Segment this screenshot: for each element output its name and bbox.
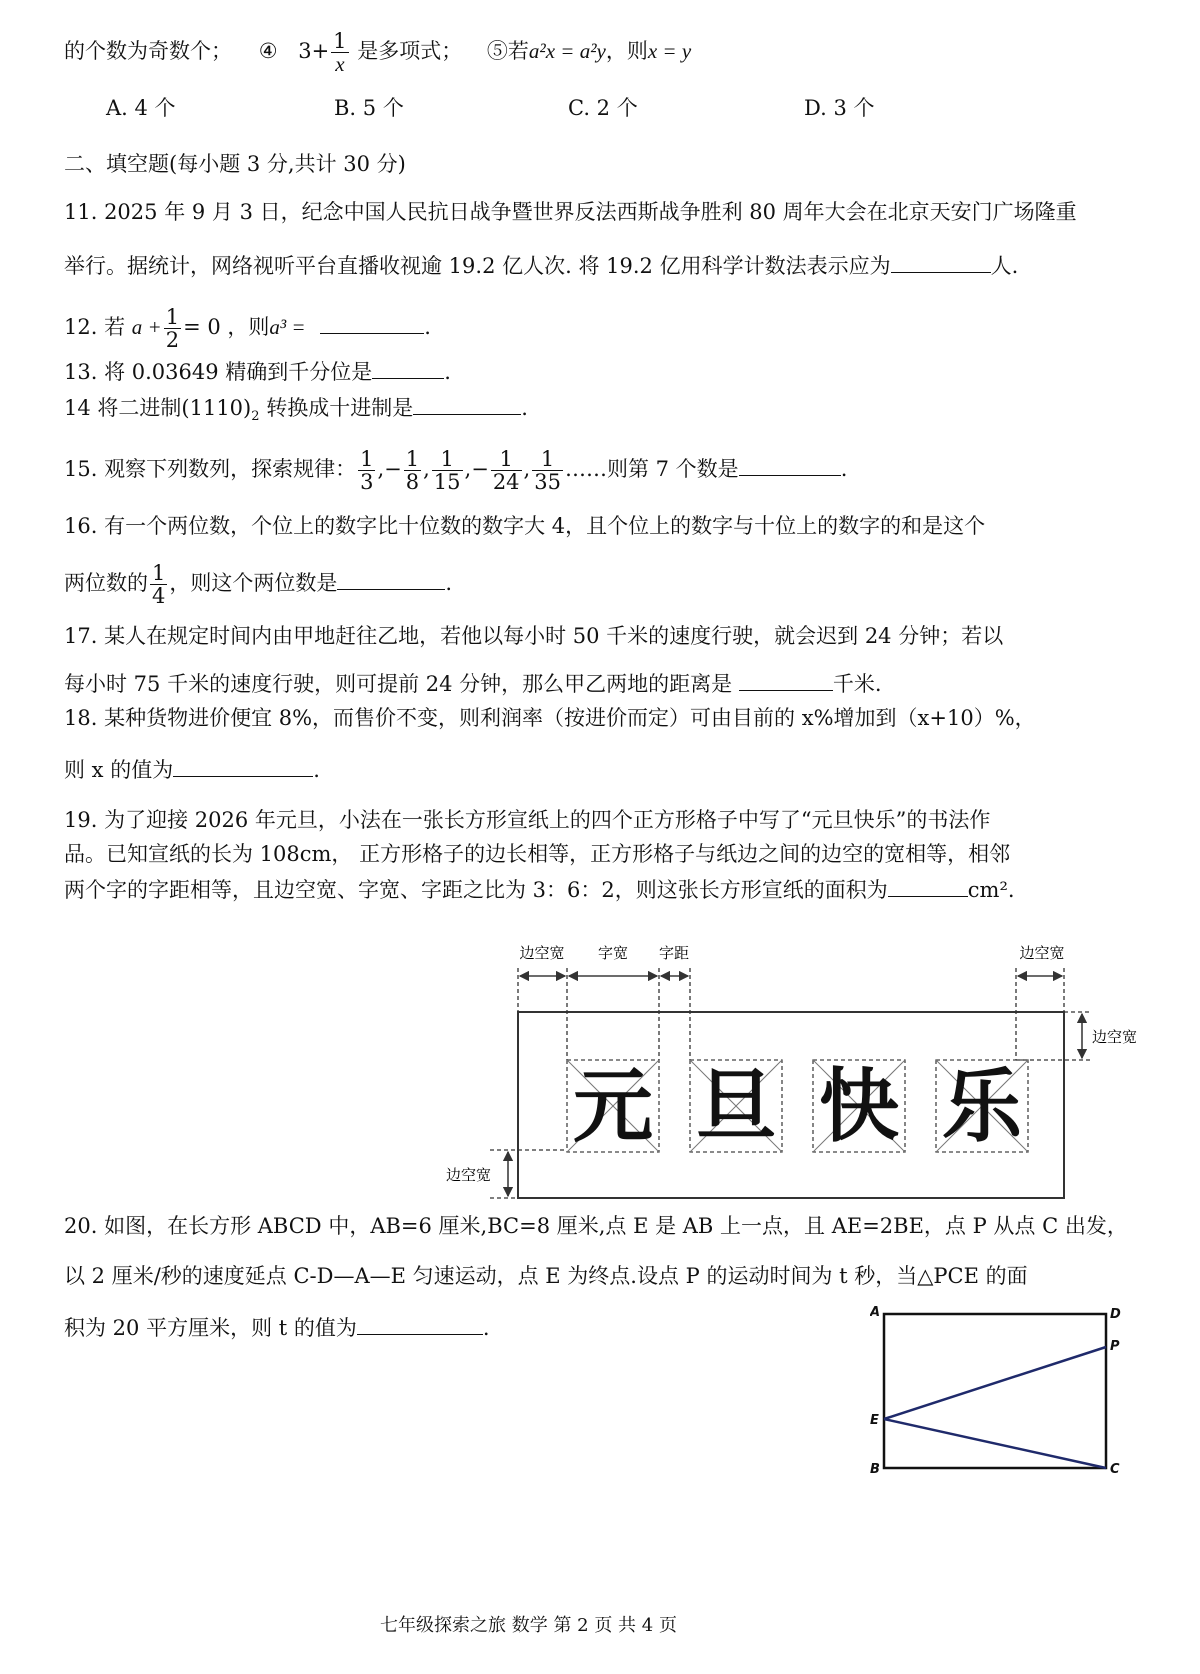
q12-fraction: $\frac{1}{2}$ [165, 305, 180, 352]
q10-item5-mid: ，则 [605, 39, 648, 63]
rectangle-abcd [884, 1314, 1106, 1468]
q10-option-d: D. 3 个 [804, 96, 875, 120]
q19-line1: 19. 为了迎接 2026 年元旦，小法在一张长方形宣纸上的四个正方形格子中写了“元旦快乐”的书法作 [64, 808, 991, 832]
calligraphy-char: 快 [819, 1060, 899, 1153]
point-b-label: B [870, 1462, 880, 1477]
q15-term-fraction: $\frac{1}{3}$ [360, 447, 374, 494]
q10-option-a: A. 4 个 [106, 96, 176, 120]
figure-20 [870, 1300, 1130, 1500]
q10-option-c: C. 2 个 [568, 96, 638, 120]
q10-item4-text: 是多项式； [357, 39, 463, 63]
q15-term-sign: , [523, 457, 531, 481]
q10-item5-expr: a²x = a²y [528, 39, 606, 63]
q11-line2: 举行。据统计，网络视听平台直播收视逾 19.2 亿人次. 将 19.2 亿用科学计数法表示应为 人. [64, 250, 1018, 280]
q10-item4-expr: 3+ [298, 39, 330, 63]
q20-line2: 以 2 厘米/秒的速度延点 C-D—A—E 匀速运动，点 E 为终点.设点 P 的运动时间为 t 秒，当△PCE 的面 [64, 1264, 1028, 1288]
q14-line: 14 将二进制$(1110)_2$ 转换成十进制是 . [64, 392, 528, 431]
label-margin-right: 边空宽 [1019, 944, 1065, 962]
q19-line2: 品。已知宣纸的长为 108cm， 正方形格子的边长相等，正方形格子与纸边之间的边空的宽相等，相邻 [64, 842, 1011, 866]
label-char-width: 字宽 [597, 944, 629, 962]
label-margin-bottom: 边空宽 [446, 1166, 492, 1184]
q18-line1: 18. 某种货物进价便宜 8%，而售价不变，则利润率（按进价而定）可由目前的 x%增加到（x+10）%， [64, 706, 1036, 730]
q15-term-fraction: $\frac{1}{35}$ [534, 447, 561, 494]
point-e-label: E [870, 1413, 879, 1428]
label-margin-top: 边空宽 [1092, 1028, 1138, 1046]
q20-line1: 20. 如图，在长方形 ABCD 中，AB=6 厘米,BC=8 厘米,点 E 是 AB 上一点，且 AE=2BE，点 P 从点 C 出发， [64, 1214, 1128, 1238]
q20-line3: 积为 20 平方厘米，则 t 的值为 . [64, 1312, 490, 1342]
char-box [690, 1060, 782, 1153]
section-title: 二、填空题(每小题 3 分,共计 30 分) [64, 152, 406, 176]
q15-term-sign: ,− [377, 457, 402, 481]
segment-ep [884, 1347, 1106, 1419]
char-boxes [567, 1060, 1028, 1153]
q13-line: 13. 将 0.03649 精确到千分位是 . [64, 356, 451, 386]
page-footer: 七年级探索之旅 数学 第 2 页 共 4 页 [380, 1615, 677, 1636]
q12-line: 12. 若 a + $\frac{1}{2}$ = 0 ，则a³ = . [64, 305, 431, 352]
q16-line1: 16. 有一个两位数，个位上的数字比十位数的数字大 4，且个位上的数字与十位上的数字的和是这个 [64, 514, 986, 538]
q10-item4-fraction: $\frac{1}{x}$ [333, 29, 347, 76]
q15-term-fraction: $\frac{1}{15}$ [433, 447, 461, 494]
calligraphy-char: 元 [573, 1060, 653, 1153]
point-a-label: A [870, 1305, 881, 1320]
char-box [936, 1060, 1028, 1153]
q10-option-b: B. 5 个 [334, 96, 404, 120]
char-box [567, 1060, 659, 1153]
calligraphy-char: 旦 [696, 1060, 776, 1153]
q19-line3: 两个字的字距相等，且边空宽、字宽、字距之比为 3：6：2，则这张长方形宣纸的面积为 cm². [64, 874, 1015, 904]
point-p-label: P [1110, 1339, 1120, 1354]
q16-line2: 两位数的 $\frac{1}{4}$ ，则这个两位数是 . [64, 561, 453, 608]
q16-fraction: $\frac{1}{4}$ [152, 561, 166, 608]
calligraphy-char: 乐 [942, 1060, 1022, 1153]
q15-line: 15. 观察下列数列，探索规律： $\frac{1}{3}$ ,− $\frac{1}{8}$ , $\frac{1}{15}$ ,− $\frac{1}{24}$ , $\frac{1}{35}$ ……则第 7 个数是 . [64, 447, 848, 494]
q20-answer-blank[interactable] [357, 1312, 483, 1335]
q17-line1: 17. 某人在规定时间内由甲地赶往乙地，若他以每小时 50 千米的速度行驶，就会迟到 24 分钟；若以 [64, 624, 1004, 648]
q10-item5-mark: ⑤若 [486, 39, 529, 63]
q11-line1: 11. 2025 年 9 月 3 日，纪念中国人民抗日战争暨世界反法西斯战争胜利 80 周年大会在北京天安门广场隆重 [64, 200, 1077, 224]
point-d-label: D [1110, 1307, 1121, 1322]
point-c-label: C [1110, 1462, 1120, 1477]
q15-term-sign: ,− [464, 457, 489, 481]
label-margin-left: 边空宽 [519, 944, 565, 962]
char-box [813, 1060, 905, 1153]
q15-term-fraction: $\frac{1}{24}$ [492, 447, 520, 494]
q18-line2: 则 x 的值为 . [64, 754, 320, 784]
q17-line2: 每小时 75 千米的速度行驶，则可提前 24 分钟，那么甲乙两地的距离是 千米. [64, 668, 882, 698]
q10-item4-mark: ④ [258, 39, 278, 63]
segment-ec [884, 1419, 1106, 1468]
q15-term-fraction: $\frac{1}{8}$ [405, 447, 420, 494]
q10-item5-result: x = y [647, 39, 692, 63]
label-char-gap: 字距 [658, 944, 690, 962]
q15-term-sign: , [423, 457, 430, 481]
q10-text: 的个数为奇数个； [64, 39, 232, 63]
